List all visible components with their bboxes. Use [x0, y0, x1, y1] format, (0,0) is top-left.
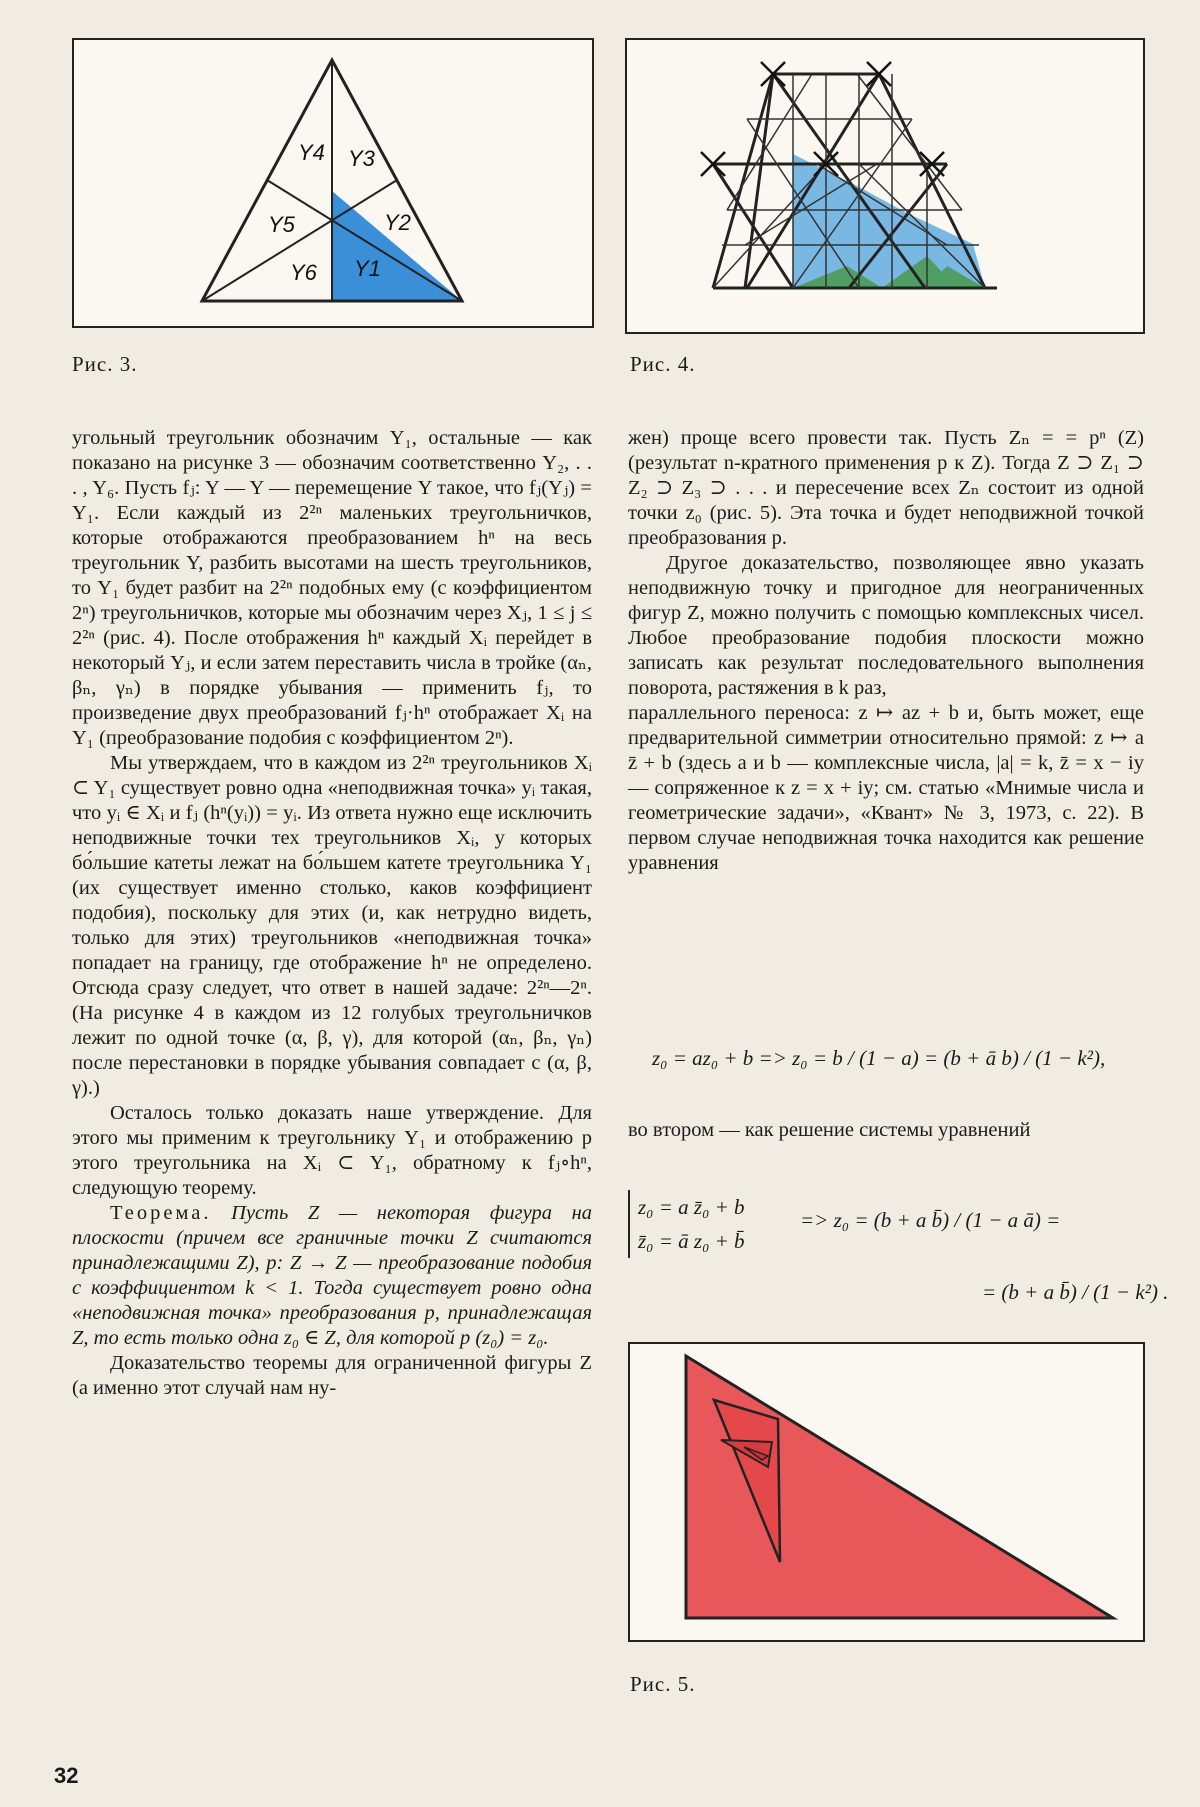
right-paragraph-4: во втором — как решение системы уравнений — [628, 1119, 1031, 1141]
right-paragraph-1: жен) проще всего провести так. Пусть Zₙ = = pⁿ (Z) (результат n-кратного применения p к Z). Тогда Z ⊃ Z₁ ⊃ Z₂ ⊃ Z₃ ⊃ . . . и пересечение всех Zₙ состоит из одной точки z₀ (рис. 5). Эта точка и будет неподвижной точкой преобразования p. — [628, 427, 1144, 549]
right-paragraph-2: Другое доказательство, позволяющее явно указать неподвижную точку и пригодное для неограниченных фигур Z, можно получить с помощью комплексных чисел. Любое преобразование подобия плоскости можно записать как результат последовательного выполнения поворота, растяжения в k раз, — [628, 552, 1144, 699]
label-y1: Y1 — [354, 256, 381, 281]
right-column-mid — [628, 1118, 1144, 1143]
figure-5 — [628, 1342, 1145, 1642]
left-column — [72, 426, 592, 1401]
figure-4-drawing — [627, 40, 1143, 332]
equation-2a: z₀ = a z̄₀ + b — [638, 1195, 745, 1219]
label-y2: Y2 — [384, 210, 411, 235]
left-paragraph-4: Доказательство теоремы для ограниченной фигуры Z (а именно этот случай нам ну- — [72, 1352, 592, 1399]
equation-2b: z̄₀ = ā z₀ + b̄ — [638, 1229, 745, 1253]
left-paragraph-3: Осталось только доказать наше утверждение. Для этого мы применим к треугольнику Y₁ и отображению p этого треугольника на Xᵢ ⊂ Y₁, обратному к fⱼ∘hⁿ, следующую теорему. — [72, 1102, 592, 1199]
equation-2d: = (b + a b̄) / (1 − k²) . — [982, 1280, 1169, 1304]
blue-region — [793, 154, 985, 288]
figure-4-caption: Рис. 4. — [630, 352, 696, 376]
theorem — [72, 1201, 592, 1351]
theorem-head: Теорема. — [110, 1202, 212, 1224]
equation-1: z₀ = az₀ + b => z₀ = b / (1 − a) = (b + ā b) / (1 − k²), — [652, 1046, 1106, 1070]
figure-3-drawing — [74, 40, 592, 326]
figure-5-caption: Рис. 5. — [630, 1672, 696, 1696]
label-y6: Y6 — [290, 260, 317, 285]
page-number: 32 — [54, 1763, 79, 1788]
left-paragraph-2: Мы утверждаем, что в каждом из 2²ⁿ треугольников Xᵢ ⊂ Y₁ существует ровно одна «неподвижная точка» yᵢ такая, что yᵢ ∈ Xᵢ и fⱼ (hⁿ(yᵢ)) = yᵢ. Из ответа нужно еще исключить неподвижные точки тех треугольников Xᵢ, у которых бо́льшие катеты лежат на бо́льшем катете треугольника Y₁ (их существует именно столько, каков коэффициент подобия), поскольку для этих (и, как нетрудно видеть, только для этих) треугольников «неподвижная точка» попадает на границу, где отображение hⁿ не определено. Отсюда сразу следует, что ответ в нашей задаче: 2²ⁿ—2ⁿ. (На рисунке 4 в каждом из 12 голубых треугольничков лежит по одной точке (α, β, γ), для которой (αₙ, βₙ, γₙ) после перестановки в порядке убывания совпадает с (α, β, γ).) — [72, 752, 592, 1099]
equation-system — [628, 1190, 745, 1258]
figure-4 — [625, 38, 1145, 334]
label-y3: Y3 — [348, 146, 375, 171]
label-y4: Y4 — [298, 140, 325, 165]
right-paragraph-3: параллельного переноса: z ↦ az + b и, быть может, еще предварительной симметрии относительно прямой: z ↦ a z̄ + b (здесь a и b — комплексные числа, |a| = k, z̄ = x − iy — сопряженное к z = x + iy; см. статью «Мнимые числа и геометрические задачи», «Квант» № 3, 1973, с. 22). В первом случае неподвижная точка находится как решение уравнения — [628, 702, 1144, 874]
right-column-top — [628, 426, 1144, 876]
label-y5: Y5 — [268, 212, 295, 237]
theorem-body: Пусть Z — некоторая фигура на плоскости (причем все граничные точки Z считаются принадлежащими Z), p: Z → Z — преобразование подобия с коэффициентом k < 1. Тогда существует ровно одна «неподвижная точка» преобразования p, принадлежащая Z, то есть только одна z₀ ∈ Z, для которой p (z₀) = z₀. — [72, 1202, 593, 1349]
figure-3-caption: Рис. 3. — [72, 352, 138, 376]
equation-2c: => z₀ = (b + a b̄) / (1 − a ā) = — [800, 1208, 1061, 1232]
figure-3 — [72, 38, 594, 328]
figure-5-drawing — [630, 1344, 1143, 1640]
left-paragraph-1: угольный треугольник обозначим Y₁, остальные — как показано на рисунке 3 — обозначим соответственно Y₂, . . . , Y₆. Пусть fⱼ: Y — Y — перемещение Y такое, что fⱼ(Yⱼ) = Y₁. Если каждый из 2²ⁿ маленьких треугольничков, которые отображаются преобразованием hⁿ на весь треугольник Y, разбить высотами на шесть треугольников, то Y₁ будет разбит на 2²ⁿ подобных ему (с коэффициентом 2ⁿ) треугольничков, которые мы обозначим через Xⱼ, 1 ≤ j ≤ 2²ⁿ (рис. 4). После отображения hⁿ каждый Xᵢ перейдет в некоторый Yⱼ, и если затем переставить числа в тройке (αₙ, βₙ, γₙ) в порядке убывания — применить fⱼ, то произведение двух преобразований fⱼ·hⁿ отображает Xᵢ на Y₁ (преобразование подобия с коэффициентом 2ⁿ). — [72, 427, 592, 749]
